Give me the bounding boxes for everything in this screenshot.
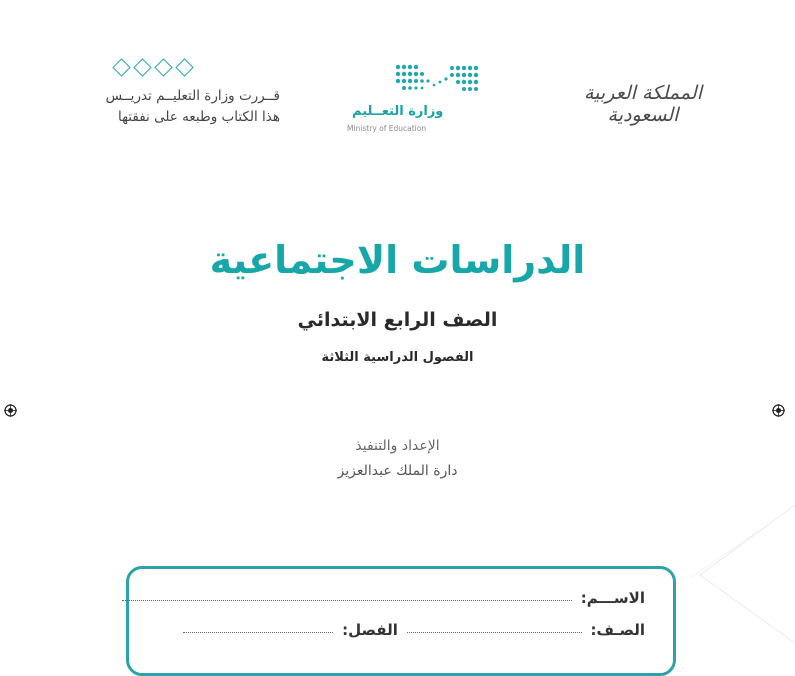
section-label: الفصل:	[342, 621, 398, 639]
approval-line-1: قــررت وزارة التعليــم تدريــس	[105, 88, 280, 104]
name-row	[118, 589, 645, 607]
approval-line-2: هذا الكتاب وطبعه على نفقتها	[117, 109, 280, 125]
ministry-logo-icon	[388, 63, 488, 97]
kingdom-name-calligraphy: المملكة العربية السعودية	[584, 82, 702, 126]
name-label: الاســـم:	[580, 589, 645, 607]
registration-mark-icon	[4, 404, 17, 417]
name-field[interactable]	[122, 596, 572, 601]
ministry-name-english: Ministry of Education	[347, 124, 427, 133]
grade-label: الصـف:	[590, 621, 645, 639]
grade-section-row	[179, 621, 645, 639]
registration-mark-icon	[772, 404, 785, 417]
ministry-approval-text	[90, 86, 280, 128]
prepared-by-name: دارة الملك عبدالعزيز	[337, 463, 458, 479]
ministry-name-arabic: وزارة التعــليم	[352, 104, 444, 119]
prepared-by-label: الإعداد والتنفيذ	[355, 438, 440, 454]
grade-field[interactable]	[407, 628, 582, 633]
section-field[interactable]	[183, 628, 333, 633]
diamond-ornament-icon	[112, 58, 194, 77]
student-info-box	[126, 566, 676, 676]
grade-level: الصف الرابع الابتدائي	[297, 309, 498, 331]
book-title: الدراسات الاجتماعية	[209, 238, 586, 282]
terms-subtitle: الفصول الدراسية الثلاثة	[321, 350, 474, 365]
